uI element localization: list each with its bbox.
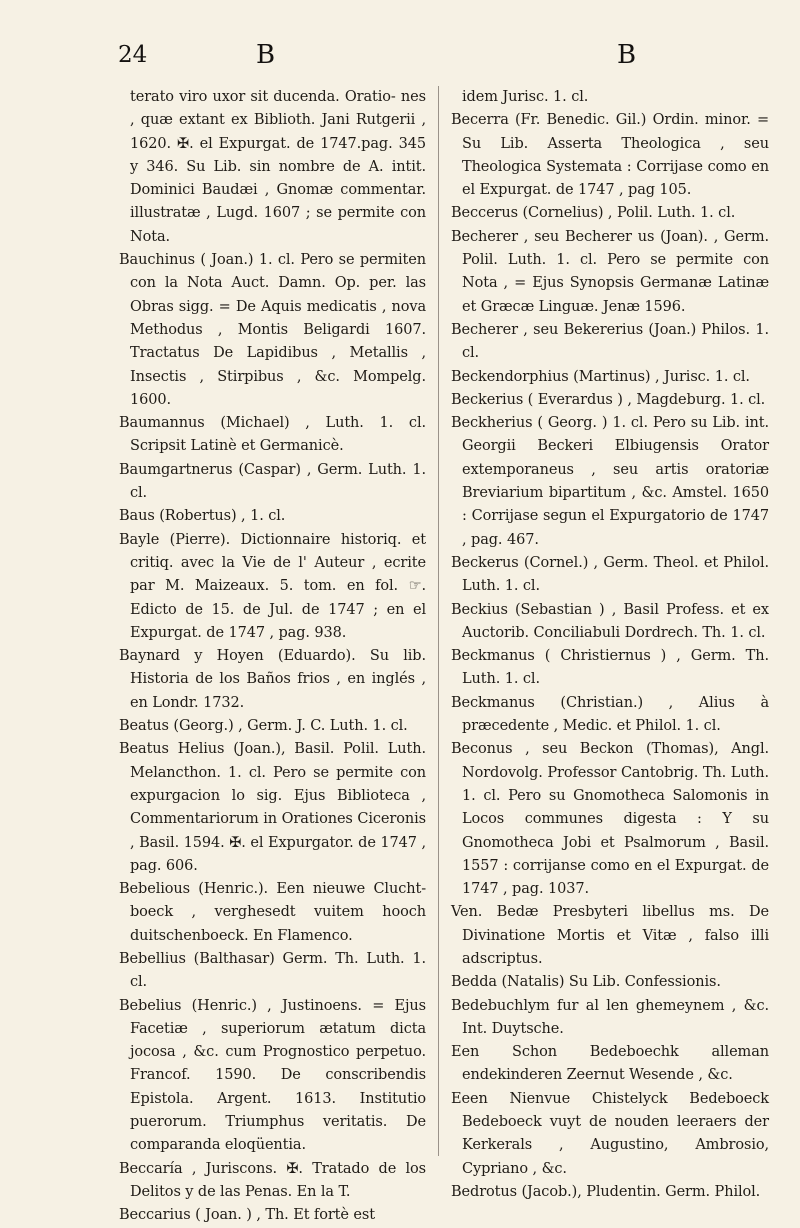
entry-continuation: terato viro uxor sit ducenda. Oratio- nes , quæ extant ex Biblioth. Jani Rutgerii , 1620. ✠. el Expurgat. de 1747.pag. 345 y 346. Su Lib. sin nombre de A. intit. Dominici Baudæi , Gnomæ commentar. illustratæ , Lugd. 1607 ; se permite con Nota. <box>130 89 426 245</box>
index-entry: Beckerius ( Everardus ) , Magdeburg. 1. cl. <box>451 391 766 408</box>
index-entry: Bayle (Pierre). Dictionnaire historiq. et critiq. avec la Vie de l' Auteur , ecrite par M. Maizeaux. 5. tom. en fol. ☞. Edicto de 15. de Jul. de 1747 ; en el Expurgat. de 1747 , pag. 938. <box>119 531 426 641</box>
index-entry: Baynard y Hoyen (Eduardo). Su lib. Historia de los Baños frios , en inglés , en Londr. 1732. <box>119 648 426 711</box>
index-entry: Beccaría , Juriscons. ✠. Tratado de los Delitos y de las Penas. En la T. <box>119 1160 426 1200</box>
index-entry: Beccarius ( Joan. ) , Th. Et fortè est <box>119 1207 375 1224</box>
index-entry: Beckerus (Cornel.) , Germ. Theol. et Philol. Luth. 1. cl. <box>451 554 769 595</box>
index-entry: Beatus Helius (Joan.), Basil. Polil. Luth. Melancthon. 1. cl. Pero se permite con expurgacion lo sig. Ejus Biblioteca , Commentariorum in Orationes Ciceronis , Basil. 1594. ✠. el Expurgator. de 1747 , pag. 606. <box>119 741 426 874</box>
index-entry: Beckendorphius (Martinus) , Jurisc. 1. cl. <box>451 368 750 385</box>
index-entry: Becerra (Fr. Benedic. Gil.) Ordin. minor. = Su Lib. Asserta Theologica , seu Theologica Systemata : Corrijase como en el Expurgat. de 1747 , pag 105. <box>451 112 769 199</box>
index-entry: Ven. Bedæ Presbyteri libellus ms. De Divinatione Mortis et Vitæ , falso illi adscriptus. <box>451 904 769 967</box>
page-number: 24 <box>118 42 148 68</box>
section-letter-left: B <box>256 40 276 70</box>
index-entry: Baumannus (Michael) , Luth. 1. cl. Scripsit Latinè et Germanicè. <box>119 415 426 455</box>
section-letter-right: B <box>617 40 637 70</box>
index-entry: Een Schon Bedeboechk alleman endekinderen Zeernut Wesende , &c. <box>451 1044 769 1084</box>
index-entry: Beccerus (Cornelius) , Polil. Luth. 1. cl. <box>451 205 736 222</box>
index-entry: Bedda (Natalis) Su Lib. Confessionis. <box>451 974 721 991</box>
column-divider <box>438 86 439 1156</box>
index-entry: Becherer , seu Becherer us (Joan). , Germ. Polil. Luth. 1. cl. Pero se permite con Nota , = Ejus Synopsis Germanæ Latinæ et Græcæ Linguæ. Jenæ 1596. <box>451 228 769 315</box>
right-column <box>451 86 769 1204</box>
index-entry: Bebelius (Henric.) , Justinoens. = Ejus Facetiæ , superiorum ætatum dicta jocosa , &c. cum Prognostico perpetuo. Francof. 1590. De conscribendis Epistola. Argent. 1613. Institutio puerorum. Triumphus veritatis. De comparanda eloqüentia. <box>119 997 426 1154</box>
index-entry: Eeen Nienvue Chistelyck Bedeboeck Bedeboeck vuyt de nouden leeraers der Kerkerals , Augustino, Ambrosio, Cypriano , &c. <box>451 1090 769 1177</box>
index-entry: Beckmanus ( Christiernus ) , Germ. Th. Luth. 1. cl. <box>451 648 769 688</box>
index-entry: Beckmanus (Christian.) , Alius à præcedente , Medic. et Philol. 1. cl. <box>451 694 769 735</box>
index-entry: Baus (Robertus) , 1. cl. <box>119 508 286 525</box>
index-entry: Beconus , seu Beckon (Thomas), Angl. Nordovolg. Professor Cantobrig. Th. Luth. 1. cl. Pero su Gnomotheca Salomonis in Locos communes digesta : Y su Gnomotheca Jobi et Psalmorum , Basil. 1557 : corrijanse como en el Expurgat. de 1747 , pag. 1037. <box>451 741 769 898</box>
index-entry: Bauchinus ( Joan.) 1. cl. Pero se permiten con la Nota Auct. Damn. Op. per. las Obras sigg. = De Aquis medicatis , nova Methodus , Montis Beligardi 1607. Tractatus De Lapidibus , Metallis , Insectis , Stirpibus , &c. Mompelg. 1600. <box>119 252 426 408</box>
entry-continuation: idem Jurisc. 1. cl. <box>462 89 589 105</box>
index-entry: Bedebuchlym fur al len ghemeynem , &c. Int. Duytsche. <box>451 997 769 1037</box>
left-column <box>119 86 426 1228</box>
index-entry: Beckherius ( Georg. ) 1. cl. Pero su Lib. int. Georgii Beckeri Elbiugensis Orator extemporaneus , seu artis oratoriæ Breviarium bipartitum , &c. Amstel. 1650 : Corrijase segun el Expurgatorio de 1747 , pag. 467. <box>451 415 769 548</box>
index-entry: Beckius (Sebastian ) , Basil Profess. et ex Auctorib. Conciliabuli Dordrech. Th. 1. cl. <box>451 601 769 641</box>
index-entry: Bebelious (Henric.). Een nieuwe Clucht-boeck , verghesedt vuitem hooch duitschenboeck. En Flamenco. <box>119 881 426 944</box>
index-entry: Bedrotus (Jacob.), Pludentin. Germ. Philol. <box>451 1183 761 1200</box>
index-entry: Becherer , seu Bekererius (Joan.) Philos. 1. cl. <box>451 321 769 362</box>
index-entry: Bebellius (Balthasar) Germ. Th. Luth. 1. cl. <box>119 950 426 991</box>
index-entry: Beatus (Georg.) , Germ. J. C. Luth. 1. cl. <box>119 718 408 735</box>
index-entry: Baumgartnerus (Caspar) , Germ. Luth. 1. cl. <box>119 461 426 502</box>
